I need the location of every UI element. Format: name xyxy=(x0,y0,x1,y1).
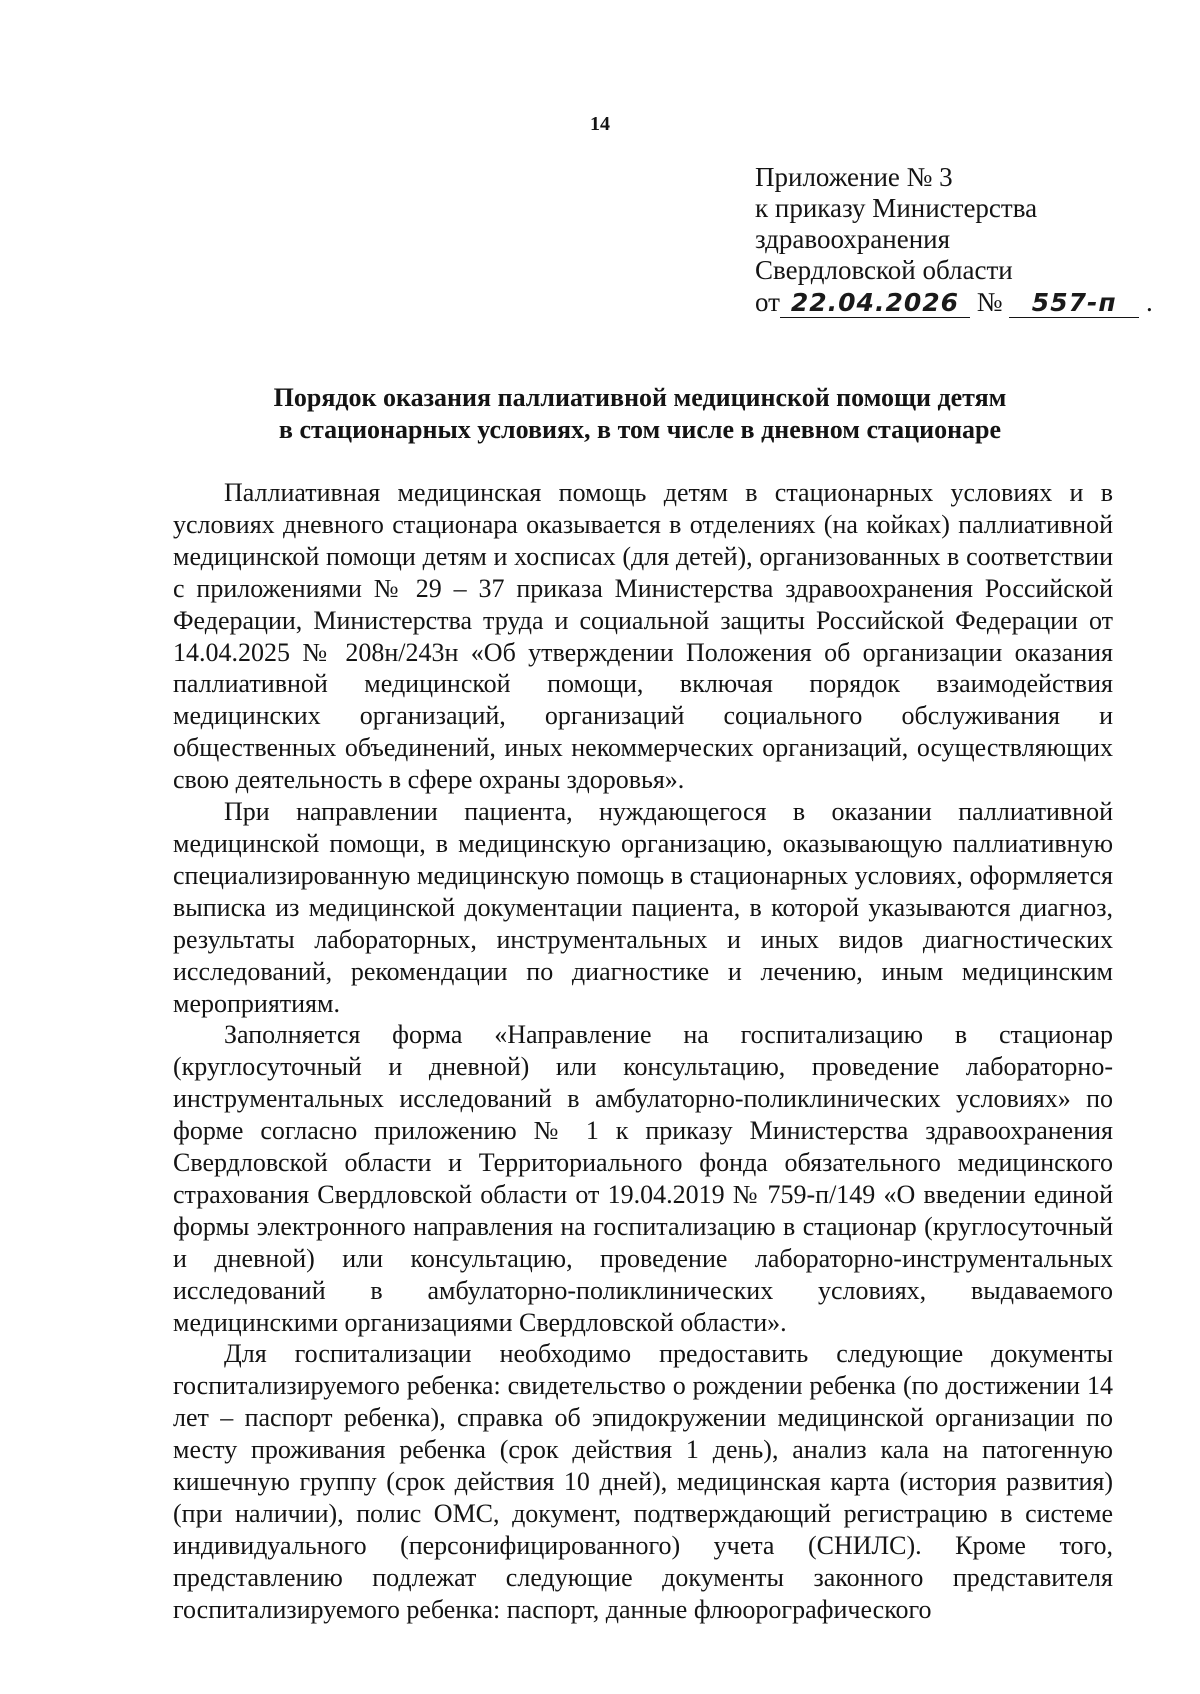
document-title xyxy=(170,382,1110,446)
annex-header xyxy=(755,162,1153,318)
paragraph-3: Заполняется форма «Направление на госпитализацию в стационар (круглосуточный и дневной) или консультацию, проведение лабораторно-инструментальных исследований в амбулаторно-поликлинических условиях» по форме согласно приложению № 1 к приказу Министерства здравоохранения Свердловской области и Территориального фонда обязательного медицинского страхования Свердловской области от 19.04.2019 № 759-п/149 «О введении единой формы электронного направления на госпитализацию в стационар (круглосуточный и дневной) или консультацию, проведение лабораторно-инструментальных исследований в амбулаторно-поликлинических условиях, выдаваемого медицинскими организациями Свердловской области». xyxy=(173,1020,1113,1337)
handwritten-number: 557-п xyxy=(1009,289,1139,318)
paragraph-2: При направлении пациента, нуждающегося в оказании паллиативной медицинской помощи, в медицинскую организацию, оказывающую паллиативную специализированную медицинскую помощь в стационарных условиях, оформляется выписка из медицинской документации пациента, в которой указываются диагноз, результаты лабораторных, инструментальных и иных видов диагностических исследований, рекомендации по диагностике и лечению, иным медицинским мероприятиям. xyxy=(173,797,1113,1018)
from-label: от xyxy=(755,287,780,317)
annex-date-number-row xyxy=(755,287,1153,318)
paragraph-4: Для госпитализации необходимо предоставить следующие документы госпитализируемого ребенка: свидетельство о рождении ребенка (по достижении 14 лет – паспорт ребенка), справка об эпидокружении медицинской организации по месту проживания ребенка (срок действия 1 день), анализ кала на патогенную кишечную группу (срок действия 10 дней), медицинская карта (история развития) (при наличии), полис ОМС, документ, подтверждающий регистрацию в системе индивидуального (персонифицированного) учета (СНИЛС). Кроме того, представлению подлежат следующие документы законного представителя госпитализируемого ребенка: паспорт, данные флюорографического xyxy=(173,1339,1113,1624)
page-number: 14 xyxy=(590,113,610,135)
title-line-2: в стационарных условиях, в том числе в дневном стационаре xyxy=(278,415,1002,444)
paragraph-1: Паллиативная медицинская помощь детям в стационарных условиях и в условиях дневного стационара оказывается в отделениях (на койках) паллиативной медицинской помощи детям и хосписах (для детей), организованных в соответствии с приложениями № 29 – 37 приказа Министерства здравоохранения Российской Федерации, Министерства труда и социальной защиты Российской Федерации от 14.04.2025 № 208н/243н «Об утверждении Положения об организации оказания паллиативной медицинской помощи, включая порядок взаимодействия медицинских организаций, организаций социального обслуживания и общественных объединений, иных некоммерческих организаций, осуществляющих свою деятельность в сфере охраны здоровья». xyxy=(173,478,1113,795)
annex-title: Приложение № 3 xyxy=(755,162,953,192)
title-line-1: Порядок оказания паллиативной медицинской помощи детям xyxy=(273,383,1007,412)
trailing-dot: . xyxy=(1145,287,1153,317)
annex-region: Свердловской области xyxy=(755,255,1013,285)
annex-order-ref: к приказу Министерства xyxy=(755,193,1038,223)
document-body xyxy=(173,477,1113,1626)
number-label: № xyxy=(976,287,1003,317)
annex-ministry: здравоохранения xyxy=(755,224,951,254)
handwritten-date: 22.04.2026 xyxy=(780,289,970,318)
